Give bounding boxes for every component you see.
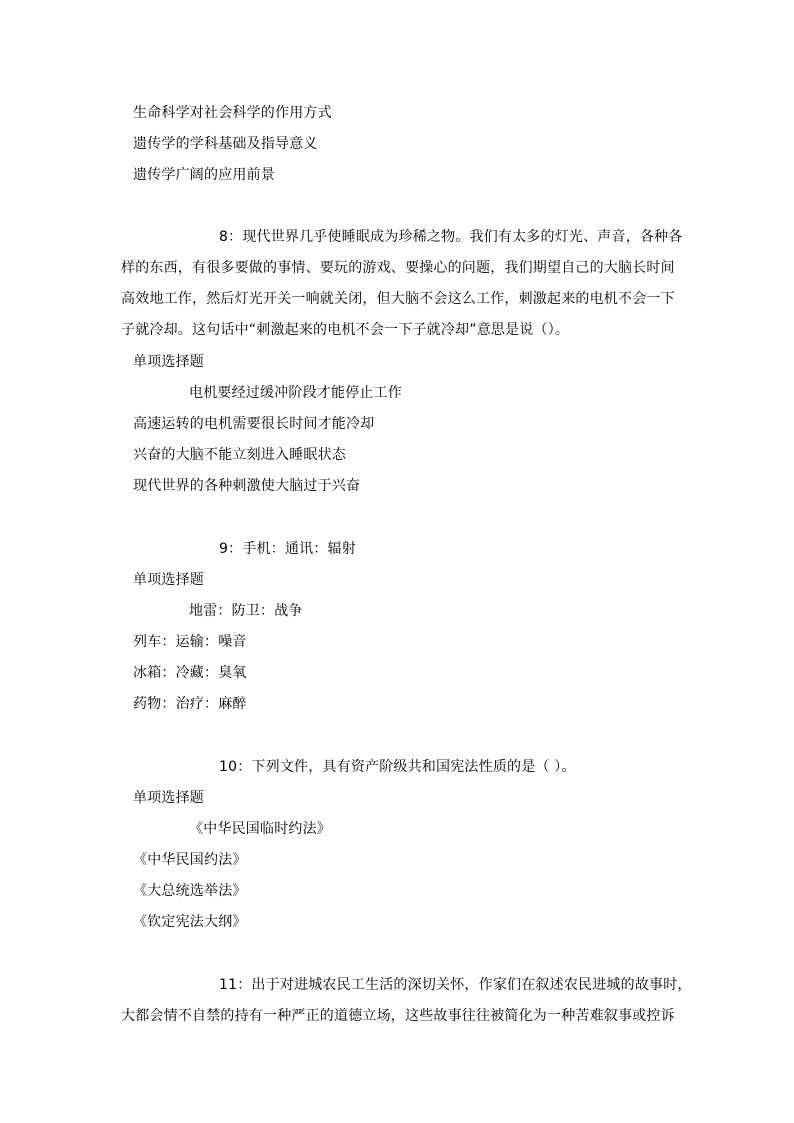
q11-stem-line-2: 大都会情不自禁的持有一种严正的道德立场，这些故事往往被简化为一种苦难叙事或控诉: [121, 1008, 675, 1024]
q10-stem: 10：下列文件，具有资产阶级共和国宪法性质的是（ ）。: [219, 759, 576, 775]
q7-option-d: 遗传学广阔的应用前景: [133, 167, 275, 183]
q9-option-d: 药物：治疗：麻醉: [133, 696, 247, 712]
q7-option-b: 生命科学对社会科学的作用方式: [133, 105, 332, 121]
q10-option-d: 《钦定宪法大纲》: [133, 914, 247, 930]
q8-stem-line-1: 8：现代世界几乎使睡眠成为珍稀之物。我们有太多的灯光、声音，各种各: [219, 229, 683, 245]
q10-option-c: 《大总统选举法》: [133, 883, 247, 899]
q9-option-c: 冰箱：冷藏：臭氧: [133, 665, 247, 681]
q8-option-d: 现代世界的各种刺激使大脑过于兴奋: [133, 478, 361, 494]
q10-type-label: 单项选择题: [133, 790, 204, 806]
q8-option-c: 兴奋的大脑不能立刻进入睡眠状态: [133, 447, 346, 463]
q9-option-b: 列车：运输：噪音: [133, 634, 247, 650]
q8-option-a: 电机要经过缓冲阶段才能停止工作: [189, 385, 402, 401]
q8-stem-line-3: 高效地工作，然后灯光开关一响就关闭，但大脑不会这么工作，刺激起来的电机不会一下: [121, 291, 675, 307]
q9-type-label: 单项选择题: [133, 572, 204, 588]
q9-stem: 9：手机：通讯：辐射: [219, 541, 356, 557]
q10-option-a: 《中华民国临时约法》: [189, 821, 331, 837]
q8-stem-line-2: 样的东西，有很多要做的事情、要玩的游戏、要操心的问题，我们期望自己的大脑长时间: [121, 260, 675, 276]
q7-option-c: 遗传学的学科基础及指导意义: [133, 136, 318, 152]
q10-option-b: 《中华民国约法》: [133, 852, 247, 868]
q8-type-label: 单项选择题: [133, 354, 204, 370]
q11-stem-line-1: 11：出于对进城农民工生活的深切关怀，作家们在叙述农民进城的故事时，: [219, 977, 692, 993]
q8-option-b: 高速运转的电机需要很长时间才能冷却: [133, 416, 375, 432]
q8-stem-line-4: 子就冷却。这句话中“刺激起来的电机不会一下子就冷却”意思是说（）。: [121, 322, 570, 338]
q9-option-a: 地雷：防卫：战争: [189, 603, 303, 619]
